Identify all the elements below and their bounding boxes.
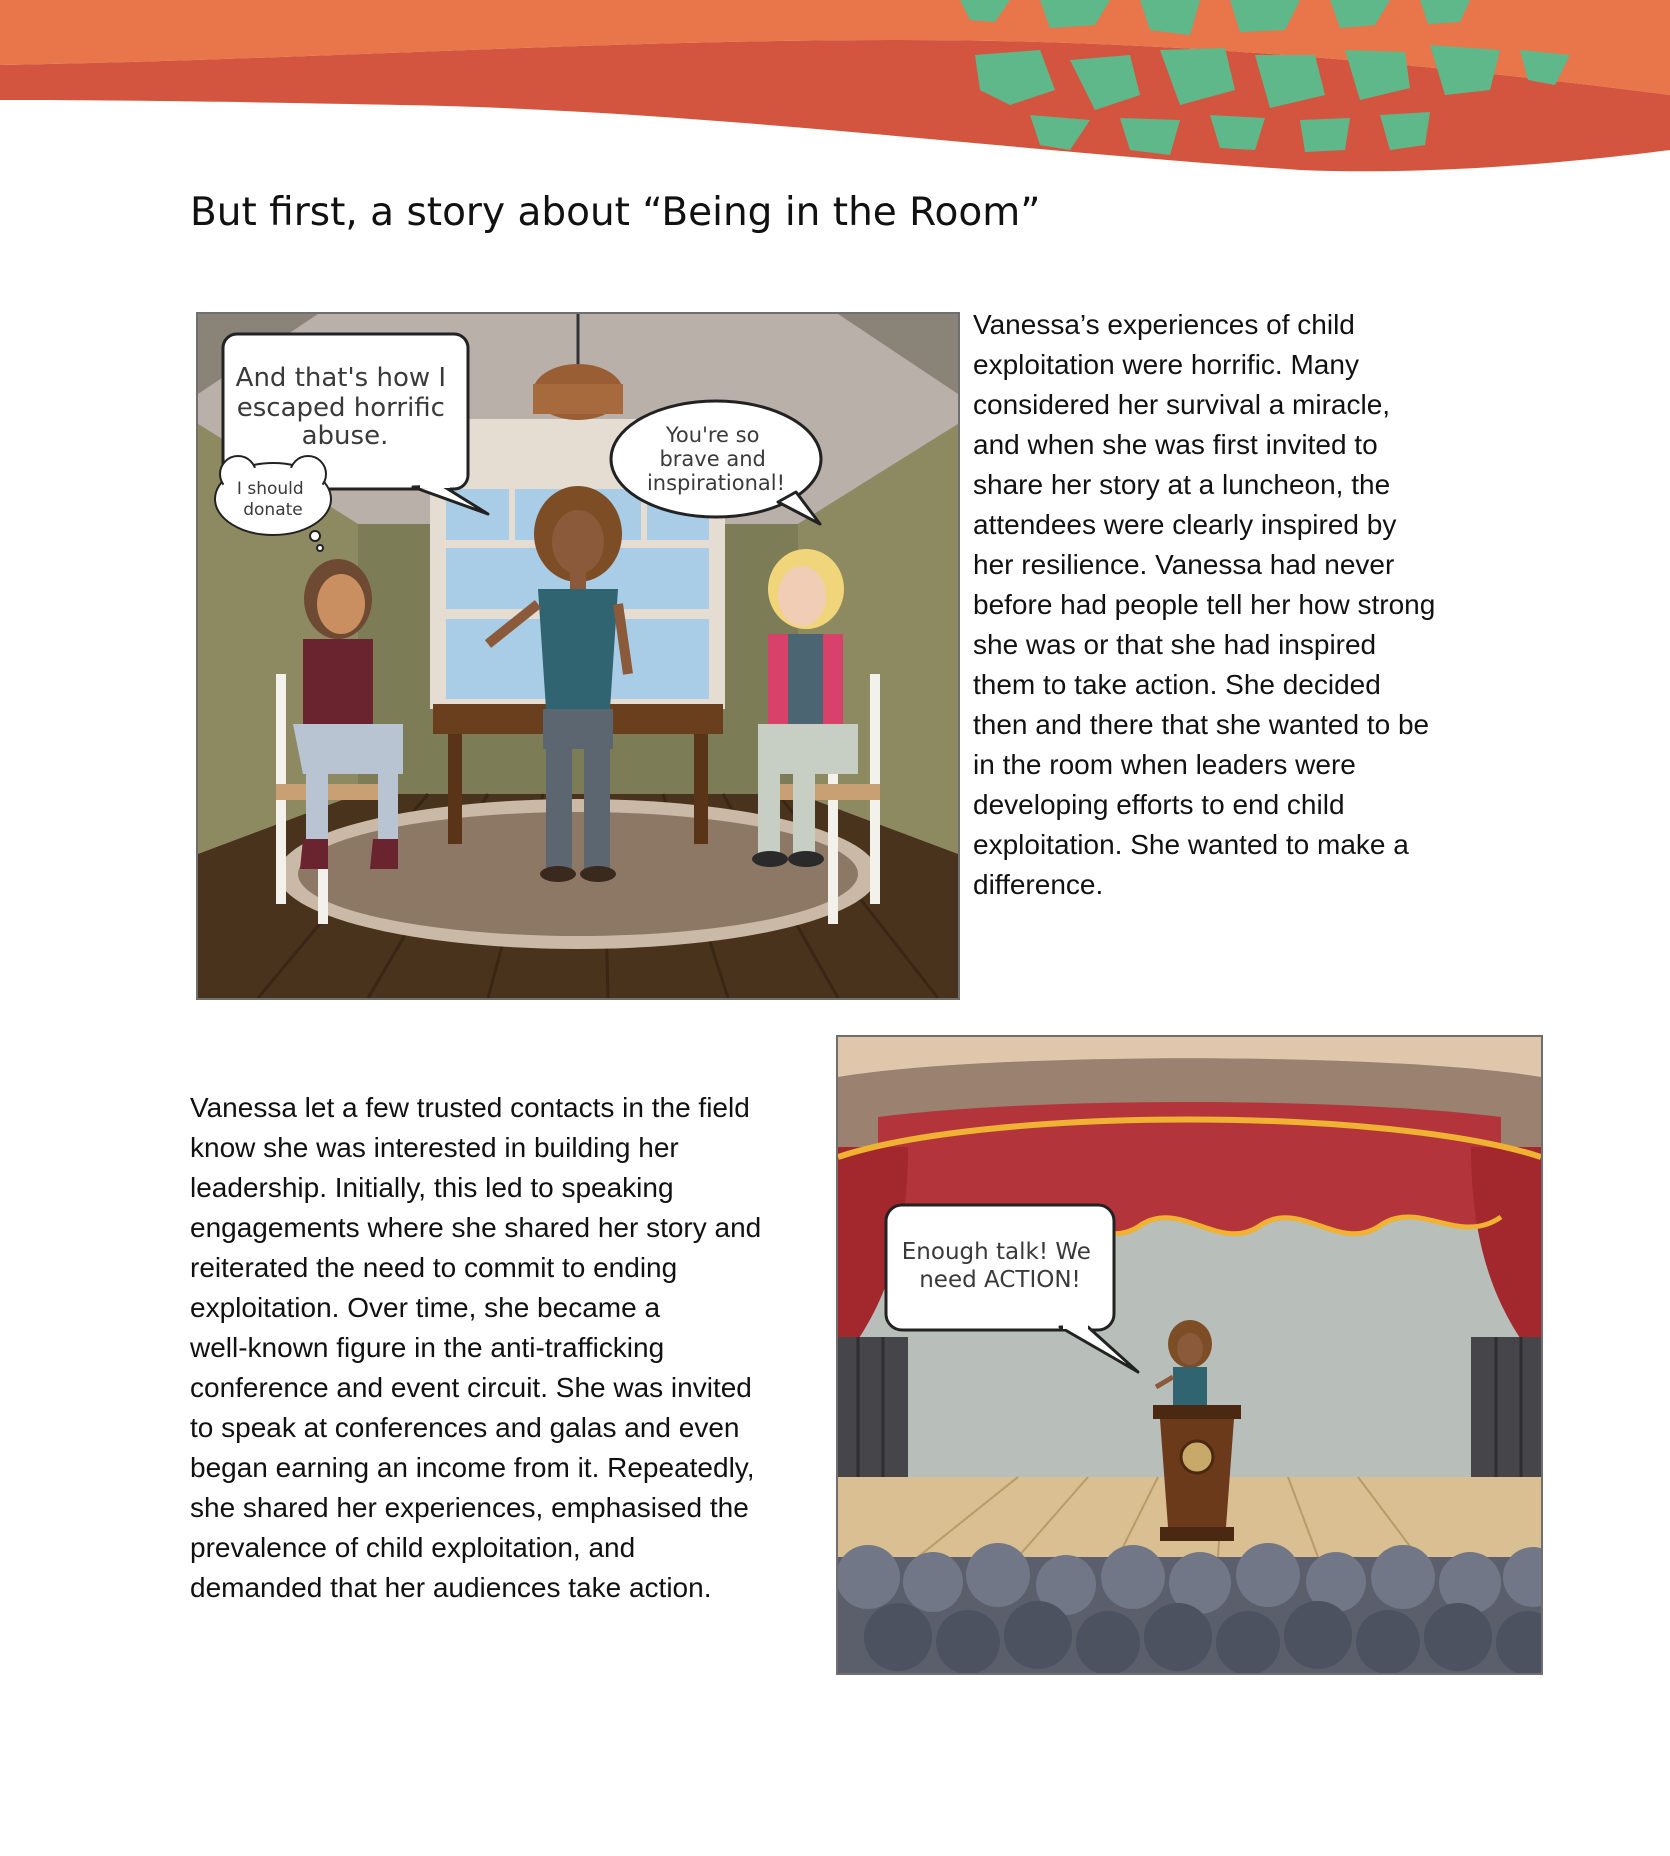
- story-paragraph-1: [973, 305, 1435, 905]
- paragraph-line: share her story at a luncheon, the: [973, 469, 1391, 500]
- bubble-line: brave and: [659, 447, 766, 471]
- bubble-line: escaped horrific: [236, 393, 445, 423]
- paragraph-line: Vanessa’s experiences of child: [973, 309, 1355, 340]
- paragraph-line: difference.: [973, 869, 1104, 900]
- paragraph-line: well-known figure in the anti-trafficking: [190, 1332, 665, 1363]
- bubble-line: You're so: [665, 423, 760, 447]
- paragraph-line: and when she was first invited to: [973, 429, 1378, 460]
- svg-text:I should donate: [237, 479, 309, 520]
- paragraph-line: to speak at conferences and galas and even: [190, 1412, 740, 1443]
- paragraph-line: exploitation. She wanted to make a: [973, 829, 1409, 860]
- paragraph-line: developing efforts to end child: [973, 789, 1345, 820]
- paragraph-line: attendees were clearly inspired by: [973, 509, 1397, 540]
- paragraph-line: exploitation were horrific. Many: [973, 349, 1359, 380]
- bubble-line: need ACTION!: [919, 1267, 1081, 1293]
- paragraph-line: her resilience. Vanessa had never: [973, 549, 1395, 580]
- paragraph-line: reiterated the need to commit to ending: [190, 1252, 678, 1283]
- bubble-line: And that's how I: [235, 363, 447, 393]
- paragraph-line: in the room when leaders were: [973, 749, 1356, 780]
- paragraph-line: considered her survival a miracle,: [973, 389, 1391, 420]
- header-banner: [0, 0, 1670, 180]
- bubble-line: inspirational!: [646, 471, 786, 495]
- paragraph-line: them to take action. She decided: [973, 669, 1381, 700]
- thought-line: I should: [236, 479, 304, 499]
- paragraph-line: leadership. Initially, this led to speaking: [190, 1172, 674, 1203]
- audience-silhouettes: [838, 1543, 1541, 1673]
- paragraph-line: began earning an income from it. Repeatedly,: [190, 1452, 755, 1483]
- comic-panel-luncheon: [196, 312, 960, 1000]
- thought-line: donate: [243, 500, 303, 520]
- bubble-line: Enough talk! We: [901, 1239, 1091, 1265]
- paragraph-line: conference and event circuit. She was invited: [190, 1372, 752, 1403]
- paragraph-line: then and there that she wanted to be: [973, 709, 1430, 740]
- paragraph-line: prevalence of child exploitation, and: [190, 1532, 636, 1563]
- paragraph-line: she was or that she had inspired: [973, 629, 1377, 660]
- paragraph-line: know she was interested in building her: [190, 1132, 679, 1163]
- paragraph-line: engagements where she shared her story and: [190, 1212, 762, 1243]
- paragraph-line: Vanessa let a few trusted contacts in the field: [190, 1092, 750, 1123]
- paragraph-line: before had people tell her how strong: [973, 589, 1436, 620]
- paragraph-line: she shared her experiences, emphasised the: [190, 1492, 749, 1523]
- page-title: But first, a story about “Being in the Room”: [190, 190, 1041, 235]
- paragraph-line: demanded that her audiences take action.: [190, 1572, 712, 1603]
- paragraph-line: exploitation. Over time, she became a: [190, 1292, 661, 1323]
- story-paragraph-2: [190, 1088, 761, 1608]
- comic-panel-stage: [836, 1035, 1543, 1675]
- svg-text:You're so brave and: [647, 423, 785, 495]
- bubble-line: abuse.: [301, 421, 389, 451]
